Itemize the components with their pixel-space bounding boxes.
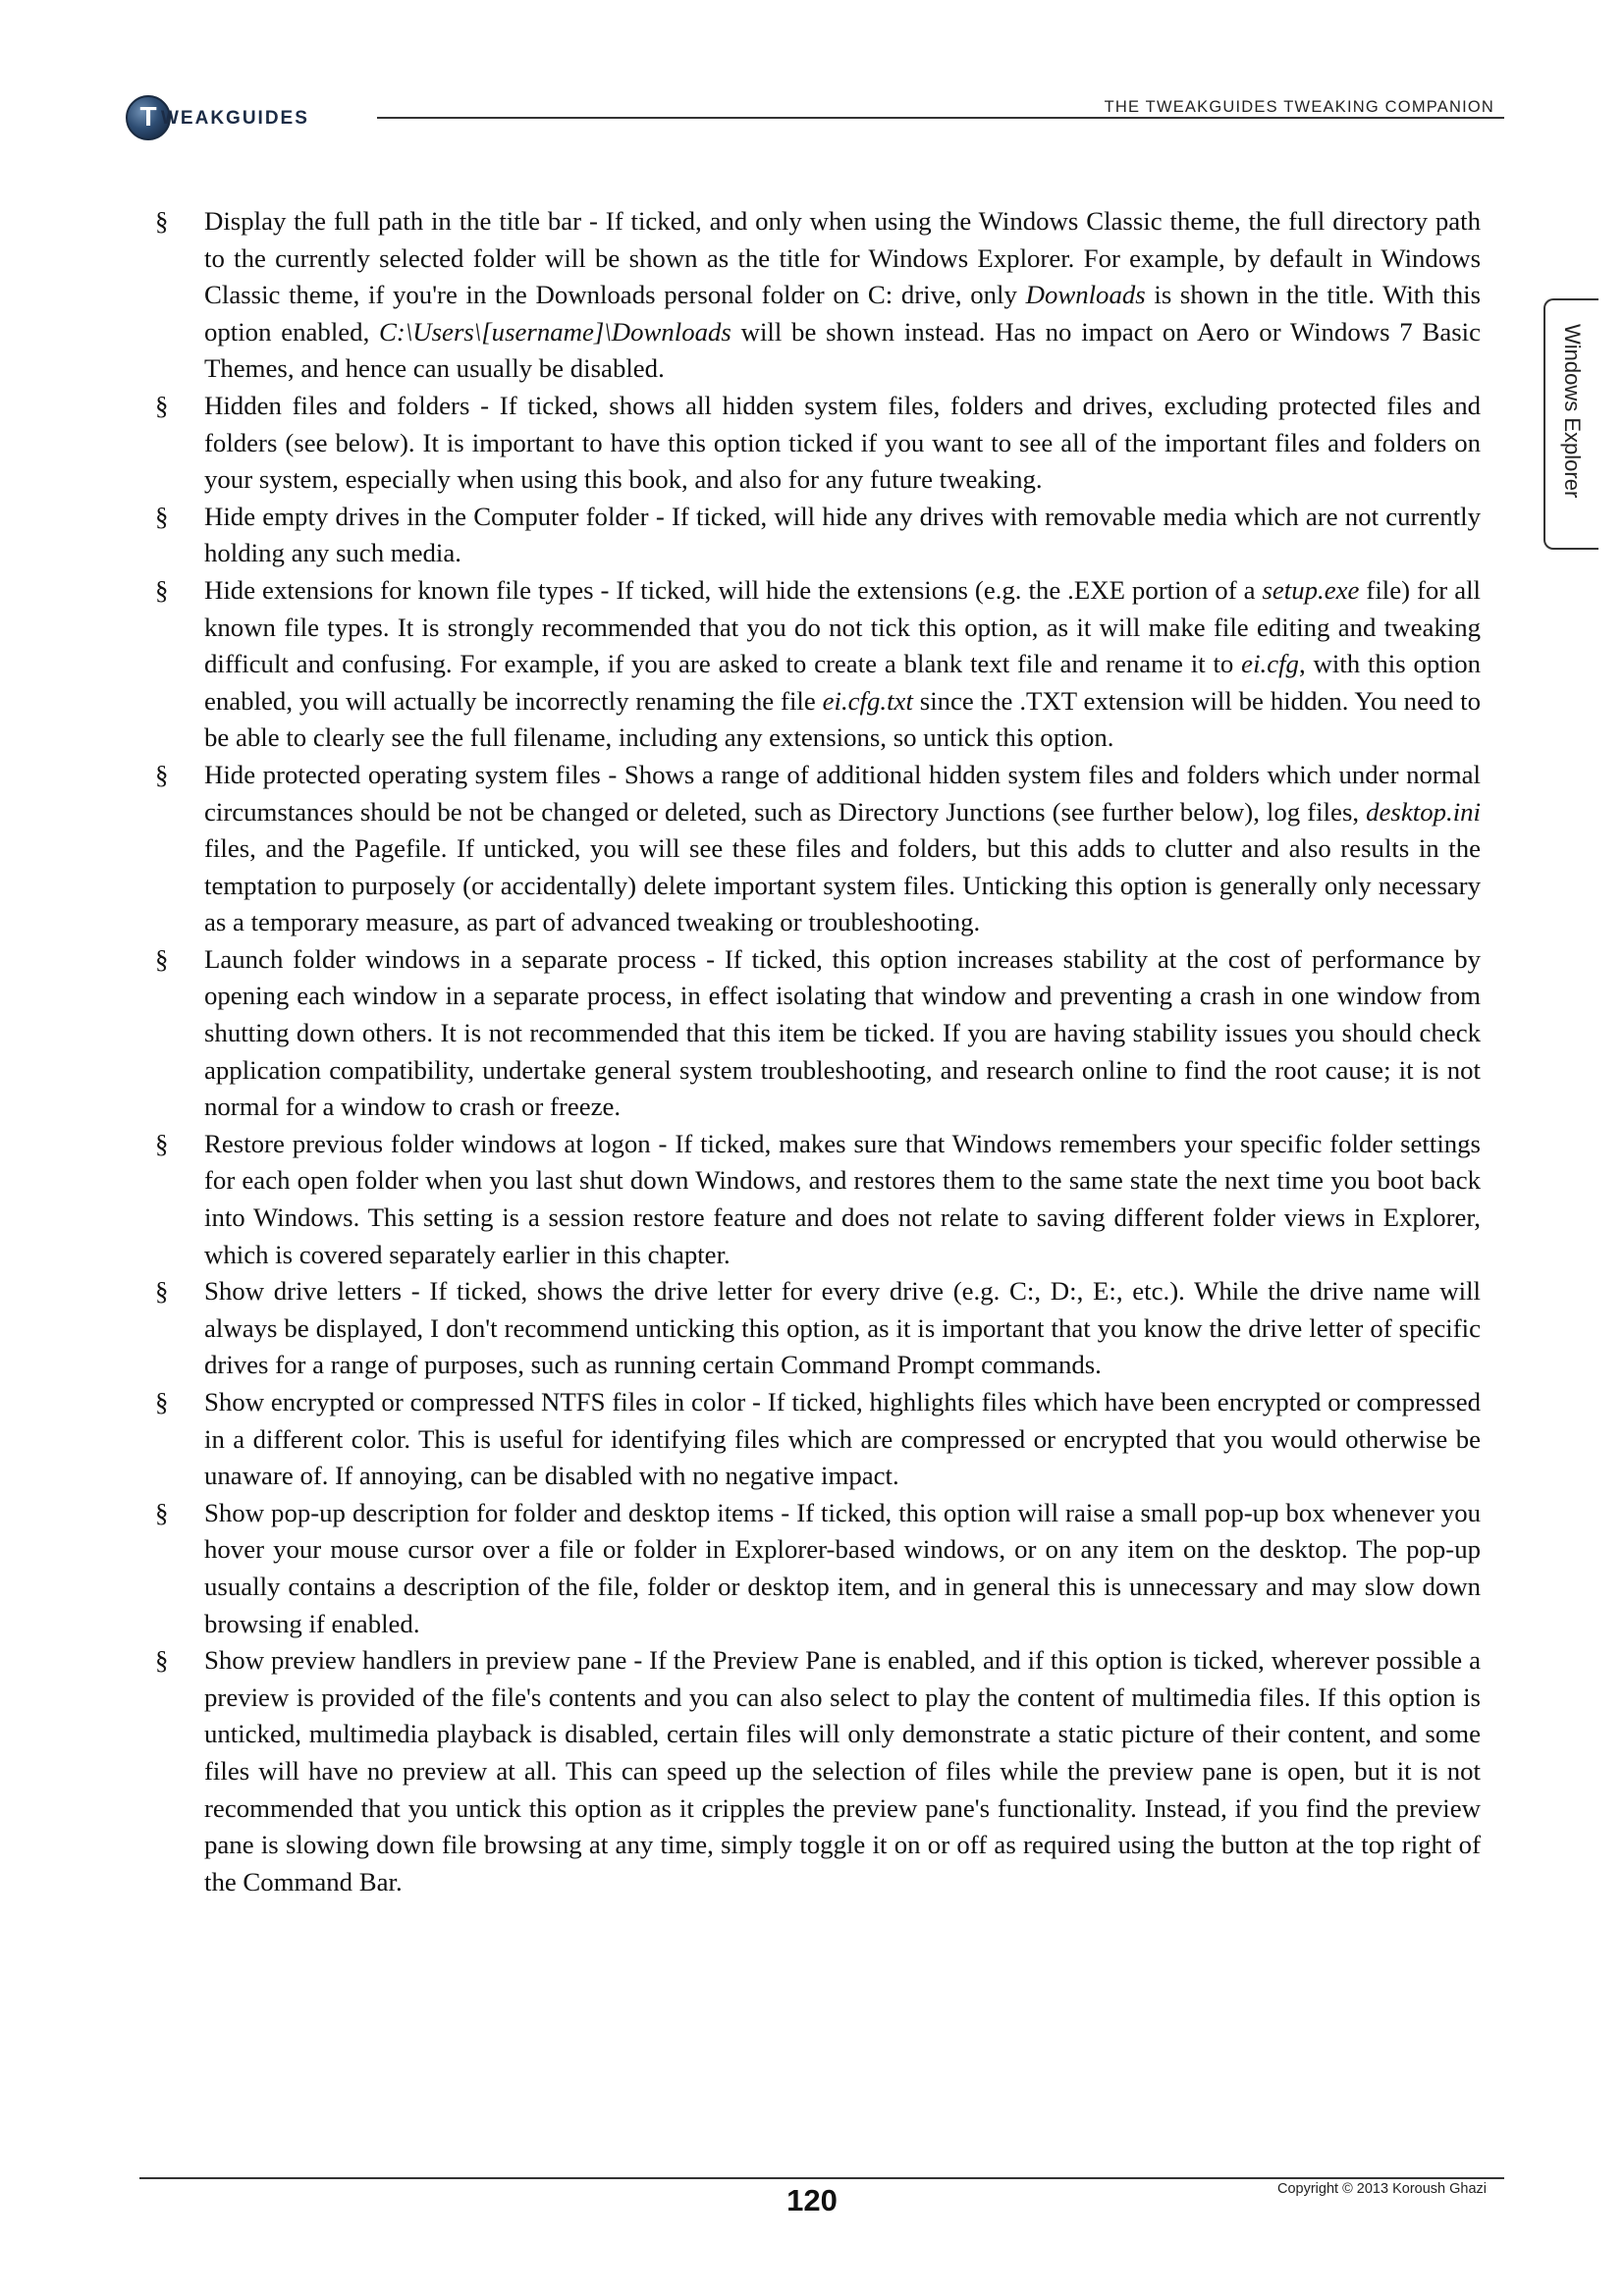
chapter-side-tab-label: Windows Explorer — [1560, 324, 1585, 499]
page-header — [0, 0, 1624, 157]
text-segment: Show drive letters - If ticked, shows the drive letter for every drive (e.g. C:, D:, E:, etc.). While the drive name will always be displayed, I don't recommend unticking this option, as it is important that you know the drive letter of specific drives for a range of purposes, such as running certain Command Prompt commands. — [204, 1276, 1481, 1380]
text-segment: since the .TXT extension will be hidden. You need to be able to clearly see the full filename, including any extensions, so untick this option. — [204, 685, 1481, 753]
list-item — [153, 1273, 1481, 1384]
list-item-text — [204, 206, 1481, 383]
bullet-marker: § — [155, 501, 169, 531]
list-item — [153, 941, 1481, 1126]
bullet-marker: § — [155, 1128, 169, 1158]
list-item-text — [204, 1498, 1481, 1638]
list-item-text — [204, 1645, 1481, 1896]
footer-divider — [139, 2177, 1504, 2179]
text-segment: Show pop-up description for folder and desktop items - If ticked, this option will raise a small pop-up box whenever you hover your mouse cursor over a file or folder in Explorer-based windows, or on any item on the desktop. The pop-up usually contains a description of the file, folder or desktop item, and in general this is unnecessary and may slow down browsing if enabled. — [204, 1497, 1481, 1638]
italic-term: C:\Users\[username]\Downloads — [379, 316, 731, 347]
list-item-text — [204, 760, 1481, 936]
text-segment: will be shown instead. Has no impact on Aero or Windows 7 Basic Themes, and hence can usually be disabled. — [204, 316, 1481, 384]
bullet-marker: § — [155, 943, 169, 974]
text-segment: Display the full path in the title bar - If ticked, and only when using the Windows Classic theme, the full directory path to the currently selected folder will be shown as the title for Windows Explorer. For example, by default in Windows Classic theme, if you're in the Downloads personal folder on C: drive, only — [204, 206, 1481, 310]
list-item — [153, 1642, 1481, 1900]
italic-term: desktop.ini — [1366, 796, 1481, 827]
tweakguides-logo — [126, 95, 361, 146]
list-item-text — [204, 391, 1481, 494]
list-item-text — [204, 502, 1481, 568]
bullet-marker: § — [155, 1276, 169, 1307]
bullet-marker: § — [155, 1645, 169, 1676]
list-item — [153, 203, 1481, 388]
copyright-notice: Copyright © 2013 Koroush Ghazi — [1277, 2181, 1487, 2197]
italic-term: ei.cfg — [1241, 649, 1299, 679]
list-item — [153, 1495, 1481, 1642]
text-segment: Hide empty drives in the Computer folder - If ticked, will hide any drives with removable media which are not currently holding any such media. — [204, 501, 1481, 568]
bullet-marker: § — [155, 1387, 169, 1416]
list-item-text — [204, 1276, 1481, 1379]
page-number: 120 — [786, 2183, 838, 2217]
list-item — [153, 572, 1481, 757]
bullet-marker: § — [155, 206, 169, 236]
list-item — [153, 1126, 1481, 1273]
text-segment: Hide protected operating system files - Shows a range of additional hidden system files and folders which under normal circumstances should be not be changed or deleted, such as Directory Junctions (see further below), log files, — [204, 759, 1481, 827]
bullet-list — [153, 203, 1481, 1900]
list-item-text — [204, 575, 1481, 752]
bullet-marker: § — [155, 1497, 169, 1527]
text-segment: files, and the Pagefile. If unticked, you will see these files and folders, but this adds to clutter and also results in the temptation to purposely (or accidentally) delete important system files. Unticking this option is generally only necessary as a temporary measure, as part of advanced tweaking or troubleshooting. — [204, 833, 1481, 937]
list-item — [153, 1384, 1481, 1495]
chapter-side-tab — [1543, 298, 1598, 550]
header-title: THE TWEAKGUIDES TWEAKING COMPANION — [1104, 98, 1494, 116]
italic-term: setup.exe — [1262, 574, 1360, 605]
text-segment: Show encrypted or compressed NTFS files in color - If ticked, highlights files which have been encrypted or compressed in a different color. This is useful for identifying files which are compressed or encrypted that you would otherwise be unaware of. If annoying, can be disabled with no negative impact. — [204, 1387, 1481, 1491]
text-segment: Restore previous folder windows at logon - If ticked, makes sure that Windows remembers your specific folder settings for each open folder when you last shut down Windows, and restores them to the same state the next time you boot back into Windows. This setting is a session restore feature and does not relate to saving different folder views in Explorer, which is covered separately earlier in this chapter. — [204, 1128, 1481, 1269]
text-segment: Launch folder windows in a separate process - If ticked, this option increases stability at the cost of performance by opening each window in a separate process, in effect isolating that window and preventing a crash in one window from shutting down others. It is not recommended that this item be ticked. If you are having stability issues you should check application compatibility, undertake general system troubleshooting, and research online to find the root cause; it is not normal for a window to crash or freeze. — [204, 943, 1481, 1122]
page-content — [153, 203, 1481, 1900]
list-item-text — [204, 1129, 1481, 1269]
logo-letter: T — [139, 101, 157, 132]
logo-text: WEAKGUIDES — [161, 108, 309, 129]
text-segment: Show preview handlers in preview pane - If the Preview Pane is enabled, and if this option is ticked, wherever possible a preview is provided of the file's contents and you can also select to play the content of multimedia files. If this option is unticked, multimedia playback is disabled, certain files will only demonstrate a static picture of their content, and some files will have no preview at all. This can speed up the selection of files while the preview pane is open, but it is not recommended that you untick this option as it cripples the preview pane's functionality. Instead, if you find the preview pane is slowing down file browsing at any time, simply toggle it on or off as required using the button at the top right of the Command Bar. — [204, 1645, 1481, 1896]
list-item-text — [204, 944, 1481, 1121]
list-item-text — [204, 1387, 1481, 1490]
italic-term: Downloads — [1025, 280, 1146, 310]
text-segment: file) for all known file types. It is strongly recommended that you do not tick this option, as it will make file editing and tweaking difficult and confusing. For example, if you are asked to create a blank text file and rename it to — [204, 574, 1481, 679]
bullet-marker: § — [155, 390, 169, 420]
list-item — [153, 388, 1481, 499]
text-segment: , with this option enabled, you will actually be incorrectly renaming the file — [204, 649, 1482, 716]
list-item — [153, 757, 1481, 941]
text-segment: Hidden files and folders - If ticked, shows all hidden system files, folders and drives, excluding protected files and folders (see below). It is important to have this option ticked if you want to see all of the important files and folders on your system, especially when using this book, and also for any future tweaking. — [204, 390, 1481, 495]
italic-term: ei.cfg.txt — [822, 685, 913, 716]
bullet-marker: § — [155, 574, 169, 605]
text-segment: is shown in the title. With this option enabled, — [204, 280, 1482, 347]
header-divider — [377, 117, 1504, 119]
list-item — [153, 499, 1481, 572]
bullet-marker: § — [155, 759, 169, 789]
text-segment: Hide extensions for known file types - If ticked, will hide the extensions (e.g. the .EXE portion of a — [204, 574, 1263, 605]
